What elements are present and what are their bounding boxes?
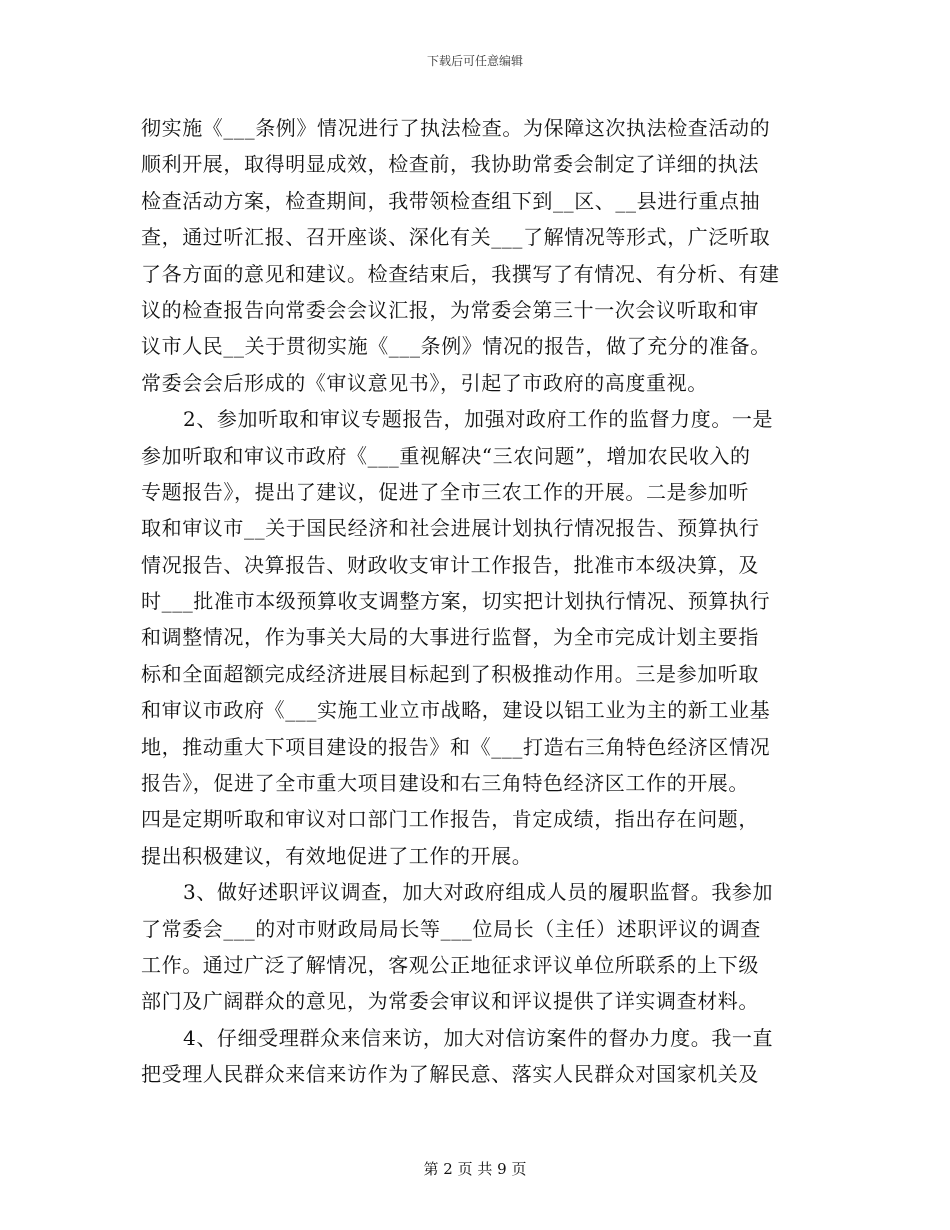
text-line: 参加听取和审议市政府《___重视解决“三农问题”，增加农民收入的 <box>141 443 751 468</box>
paragraph-start-line: 3、做好述职评议调查，加大对政府组成人员的履职监督。我参加 <box>183 880 774 905</box>
text-line: 提出积极建议，有效地促进了工作的开展。 <box>141 843 533 868</box>
text-line: 情况报告、决算报告、财政收支审计工作报告，批准市本级决算，及 <box>141 552 759 577</box>
page-header: 下载后可任意编辑 <box>426 54 523 68</box>
document-body <box>141 110 811 1093</box>
text-line: 了各方面的意见和建议。检查结束后，我撰写了有情况、有分析、有建 <box>141 261 780 286</box>
text-line: 和审议市政府《___实施工业立市战略，建设以铝工业为主的新工业基 <box>141 698 771 723</box>
text-line: 了常委会___的对市财政局局长等___位局长（主任）述职评议的调查 <box>141 916 761 941</box>
text-line: 四是定期听取和审议对口部门工作报告，肯定成绩，指出存在问题， <box>141 807 759 832</box>
text-line: 工作。通过广泛了解情况，客观公正地征求评议单位所联系的上下级 <box>141 952 759 977</box>
text-line: 彻实施《___条例》情况进行了执法检查。为保障这次执法检查活动的 <box>141 116 771 140</box>
text-line: 查，通过听汇报、召开座谈、深化有关___了解情况等形式，广泛听取 <box>141 225 771 250</box>
text-line: 专题报告》，提出了建议，促进了全市三农工作的开展。二是参加听 <box>141 479 749 504</box>
text-line: 和调整情况，作为事关大局的大事进行监督，为全市完成计划主要指 <box>141 625 759 650</box>
text-line: 把受理人民群众来信来访作为了解民意、落实人民群众对国家机关及 <box>141 1062 759 1087</box>
text-line: 常委会会后形成的《审议意见书》，引起了市政府的高度重视。 <box>141 370 708 395</box>
text-line: 议的检查报告向常委会会议汇报，为常委会第三十一次会议听取和审 <box>141 297 759 322</box>
paragraph-start-line: 2、参加听取和审议专题报告，加强对政府工作的监督力度。一是 <box>183 407 774 432</box>
text-line: 顺利开展，取得明显成效，检查前，我协助常委会制定了详细的执法 <box>141 152 759 177</box>
text-line: 取和审议市__关于国民经济和社会进展计划执行情况报告、预算执行 <box>141 516 760 541</box>
page-number: 第 2 页 共 9 页 <box>423 1160 527 1178</box>
text-line: 时___批准市本级预算收支调整方案，切实把计划执行情况、预算执行 <box>141 589 771 614</box>
text-line: 地，推动重大下项目建设的报告》和《___打造右三角特色经济区情况 <box>141 734 771 759</box>
paragraph-start-line: 4、仔细受理群众来信来访，加大对信访案件的督办力度。我一直 <box>183 1025 774 1050</box>
text-line: 标和全面超额完成经济进展目标起到了积极推动作用。三是参加听取 <box>141 661 759 686</box>
text-line: 报告》，促进了全市重大项目建设和右三角特色经济区工作的开展。 <box>141 771 749 796</box>
text-line: 议市人民__关于贯彻实施《___条例》情况的报告，做了充分的准备。 <box>141 334 771 359</box>
text-line: 部门及广阔群众的意见，为常委会审议和评议提供了详实调查材料。 <box>141 989 759 1014</box>
text-line: 检查活动方案，检查期间，我带领检查组下到__区、__县进行重点抽 <box>141 188 761 213</box>
